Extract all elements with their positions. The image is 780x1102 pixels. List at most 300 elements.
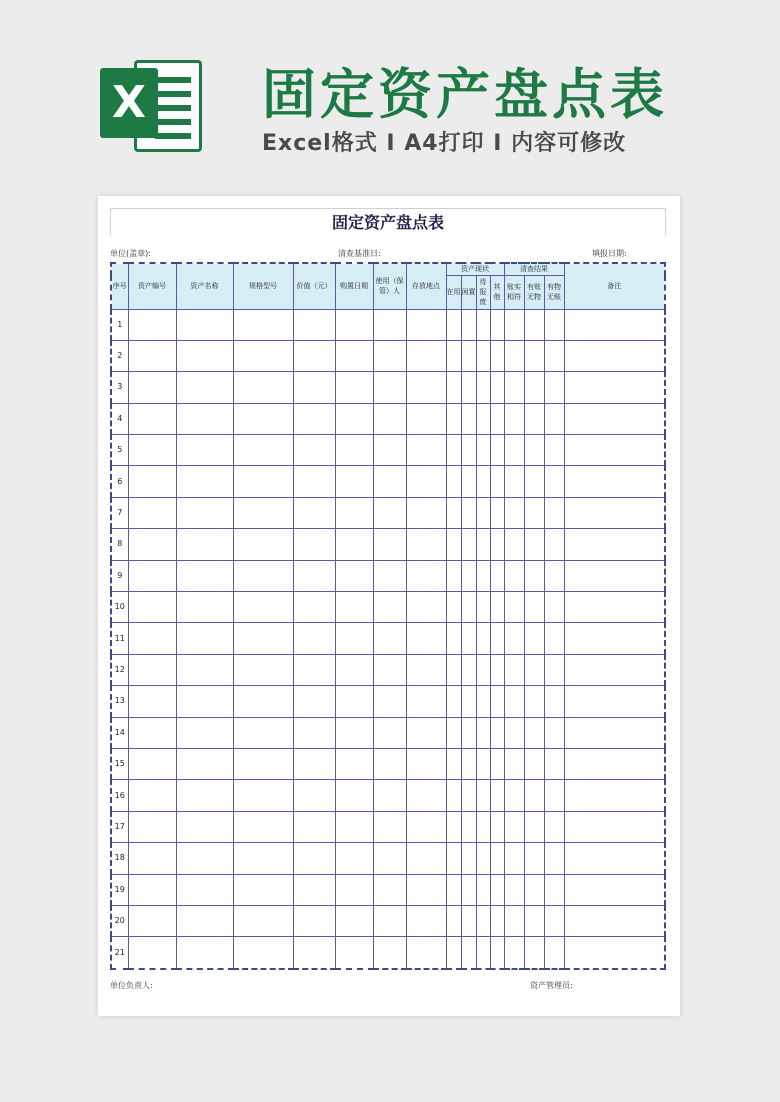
col-header-purchase-date: 购置日期 xyxy=(335,263,373,309)
footer-manager-label: 单位负责人: xyxy=(110,981,153,990)
table-cell xyxy=(293,843,335,874)
table-cell xyxy=(564,811,665,842)
table-cell xyxy=(461,403,476,434)
table-cell xyxy=(446,466,461,497)
table-cell xyxy=(490,874,504,905)
table-cell xyxy=(373,372,406,403)
table-cell xyxy=(490,340,504,371)
table-cell xyxy=(544,811,564,842)
table-cell xyxy=(564,686,665,717)
table-cell xyxy=(176,309,233,340)
table-cell xyxy=(373,560,406,591)
table-cell xyxy=(406,592,446,623)
table-cell xyxy=(544,466,564,497)
table-cell xyxy=(128,905,176,936)
table-cell xyxy=(293,497,335,528)
table-cell xyxy=(335,466,373,497)
table-cell xyxy=(406,937,446,969)
table-cell xyxy=(544,592,564,623)
table-cell xyxy=(446,340,461,371)
table-cell xyxy=(564,654,665,685)
table-cell xyxy=(490,466,504,497)
table-cell xyxy=(524,372,544,403)
table-cell xyxy=(233,529,293,560)
col-header-status-group: 资产现状 xyxy=(446,263,504,275)
table-cell xyxy=(128,466,176,497)
table-cell xyxy=(490,529,504,560)
table-cell xyxy=(524,874,544,905)
table-cell xyxy=(373,874,406,905)
table-cell xyxy=(524,905,544,936)
table-cell xyxy=(293,592,335,623)
row-number: 10 xyxy=(111,592,128,623)
table-cell xyxy=(504,905,524,936)
table-cell xyxy=(461,466,476,497)
col-header-location: 存放地点 xyxy=(406,263,446,309)
table-cell xyxy=(461,340,476,371)
table-cell xyxy=(446,309,461,340)
col-header-value: 价值（元） xyxy=(293,263,335,309)
table-cell xyxy=(406,905,446,936)
row-number: 9 xyxy=(111,560,128,591)
table-cell xyxy=(233,654,293,685)
table-cell xyxy=(490,843,504,874)
table-cell xyxy=(461,937,476,969)
table-cell xyxy=(335,309,373,340)
table-cell xyxy=(293,905,335,936)
table-cell xyxy=(564,780,665,811)
table-cell xyxy=(476,654,490,685)
table-cell xyxy=(490,309,504,340)
table-cell xyxy=(128,560,176,591)
table-cell xyxy=(293,435,335,466)
table-cell xyxy=(128,309,176,340)
table-cell xyxy=(564,435,665,466)
table-cell xyxy=(176,372,233,403)
table-cell xyxy=(476,372,490,403)
row-number: 16 xyxy=(111,780,128,811)
table-row xyxy=(111,403,665,434)
table-cell xyxy=(373,435,406,466)
table-cell xyxy=(373,623,406,654)
table-cell xyxy=(504,937,524,969)
col-header-book-no-item: 有账无物 xyxy=(524,275,544,309)
row-number: 6 xyxy=(111,466,128,497)
table-cell xyxy=(476,780,490,811)
banner xyxy=(0,0,780,190)
table-cell xyxy=(176,686,233,717)
table-cell xyxy=(564,592,665,623)
table-row xyxy=(111,592,665,623)
table-cell xyxy=(446,717,461,748)
col-header-match: 账实相符 xyxy=(504,275,524,309)
row-number: 20 xyxy=(111,905,128,936)
table-cell xyxy=(293,372,335,403)
table-cell xyxy=(490,748,504,779)
table-cell xyxy=(406,340,446,371)
table-cell xyxy=(335,811,373,842)
table-cell xyxy=(544,937,564,969)
table-cell xyxy=(406,717,446,748)
table-cell xyxy=(373,717,406,748)
table-cell xyxy=(504,435,524,466)
table-cell xyxy=(504,686,524,717)
table-row xyxy=(111,372,665,403)
table-cell xyxy=(544,340,564,371)
table-cell xyxy=(476,937,490,969)
col-header-spec: 规格型号 xyxy=(233,263,293,309)
table-cell xyxy=(233,717,293,748)
table-cell xyxy=(233,435,293,466)
table-cell xyxy=(233,560,293,591)
table-cell xyxy=(564,309,665,340)
col-header-item-no-book: 有物无账 xyxy=(544,275,564,309)
table-cell xyxy=(335,340,373,371)
table-cell xyxy=(176,466,233,497)
table-cell xyxy=(233,497,293,528)
table-cell xyxy=(524,717,544,748)
table-cell xyxy=(293,560,335,591)
table-cell xyxy=(476,309,490,340)
table-cell xyxy=(233,466,293,497)
table-row xyxy=(111,780,665,811)
table-cell xyxy=(128,654,176,685)
table-cell xyxy=(293,748,335,779)
table-cell xyxy=(524,435,544,466)
table-cell xyxy=(461,560,476,591)
table-cell xyxy=(490,654,504,685)
table-cell xyxy=(293,403,335,434)
table-cell xyxy=(524,748,544,779)
table-cell xyxy=(490,403,504,434)
table-row xyxy=(111,937,665,969)
table-cell xyxy=(233,843,293,874)
table-cell xyxy=(176,560,233,591)
table-cell xyxy=(406,843,446,874)
table-cell xyxy=(446,811,461,842)
table-row xyxy=(111,529,665,560)
table-cell xyxy=(128,843,176,874)
table-cell xyxy=(524,843,544,874)
table-row xyxy=(111,623,665,654)
table-cell xyxy=(128,811,176,842)
table-cell xyxy=(335,529,373,560)
table-cell xyxy=(524,654,544,685)
table-cell xyxy=(128,937,176,969)
table-cell xyxy=(335,403,373,434)
unit-label: 单位(盖章): xyxy=(110,249,151,258)
table-cell xyxy=(490,560,504,591)
table-cell xyxy=(476,843,490,874)
table-cell xyxy=(476,748,490,779)
table-cell xyxy=(176,874,233,905)
table-cell xyxy=(233,309,293,340)
table-cell xyxy=(406,372,446,403)
table-cell xyxy=(476,403,490,434)
table-cell xyxy=(564,466,665,497)
row-number: 13 xyxy=(111,686,128,717)
table-cell xyxy=(128,497,176,528)
table-cell xyxy=(461,874,476,905)
table-cell xyxy=(373,811,406,842)
table-cell xyxy=(128,623,176,654)
table-cell xyxy=(293,466,335,497)
banner-title: 固定资产盘点表 xyxy=(262,63,668,126)
table-cell xyxy=(446,403,461,434)
table-cell xyxy=(544,623,564,654)
row-number: 5 xyxy=(111,435,128,466)
table-cell xyxy=(544,497,564,528)
table-cell xyxy=(524,623,544,654)
table-cell xyxy=(446,843,461,874)
table-cell xyxy=(128,435,176,466)
table-cell xyxy=(373,780,406,811)
table-row xyxy=(111,340,665,371)
table-row xyxy=(111,497,665,528)
table-cell xyxy=(335,560,373,591)
table-cell xyxy=(564,372,665,403)
sheet-title: 固定资产盘点表 xyxy=(110,208,666,235)
table-cell xyxy=(406,497,446,528)
table-row xyxy=(111,717,665,748)
table-cell xyxy=(564,340,665,371)
table-cell xyxy=(293,309,335,340)
table-cell xyxy=(335,497,373,528)
table-row xyxy=(111,811,665,842)
table-cell xyxy=(461,529,476,560)
table-cell xyxy=(564,497,665,528)
row-number: 14 xyxy=(111,717,128,748)
table-cell xyxy=(504,592,524,623)
table-cell xyxy=(233,937,293,969)
table-cell xyxy=(504,717,524,748)
table-cell xyxy=(461,435,476,466)
table-cell xyxy=(176,748,233,779)
table-cell xyxy=(461,686,476,717)
table-cell xyxy=(406,654,446,685)
table-cell xyxy=(373,466,406,497)
col-header-remark: 备注 xyxy=(564,263,665,309)
table-cell xyxy=(293,717,335,748)
row-number: 18 xyxy=(111,843,128,874)
table-cell xyxy=(373,403,406,434)
table-cell xyxy=(293,780,335,811)
table-cell xyxy=(524,937,544,969)
table-cell xyxy=(176,623,233,654)
row-number: 21 xyxy=(111,937,128,969)
table-cell xyxy=(233,686,293,717)
table-cell xyxy=(476,466,490,497)
row-number: 15 xyxy=(111,748,128,779)
table-cell xyxy=(335,372,373,403)
table-cell xyxy=(524,340,544,371)
table-cell xyxy=(544,905,564,936)
table-cell xyxy=(490,717,504,748)
row-number: 19 xyxy=(111,874,128,905)
col-header-pending-scrap: 待报废 xyxy=(476,275,490,309)
row-number: 12 xyxy=(111,654,128,685)
table-cell xyxy=(233,811,293,842)
table-cell xyxy=(233,372,293,403)
table-cell xyxy=(176,497,233,528)
table-cell xyxy=(373,340,406,371)
table-cell xyxy=(335,717,373,748)
table-cell xyxy=(490,372,504,403)
table-cell xyxy=(373,748,406,779)
table-cell xyxy=(446,592,461,623)
table-cell xyxy=(544,748,564,779)
table-cell xyxy=(544,654,564,685)
table-cell xyxy=(176,403,233,434)
table-cell xyxy=(406,309,446,340)
table-cell xyxy=(490,623,504,654)
table-cell xyxy=(406,623,446,654)
table-cell xyxy=(476,905,490,936)
table-cell xyxy=(293,529,335,560)
row-number: 8 xyxy=(111,529,128,560)
row-number: 4 xyxy=(111,403,128,434)
table-cell xyxy=(490,686,504,717)
table-cell xyxy=(233,403,293,434)
table-cell xyxy=(504,529,524,560)
table-cell xyxy=(476,592,490,623)
table-row xyxy=(111,686,665,717)
table-cell xyxy=(564,717,665,748)
table-cell xyxy=(176,435,233,466)
table-cell xyxy=(373,905,406,936)
table-cell xyxy=(544,560,564,591)
table-cell xyxy=(504,340,524,371)
table-cell xyxy=(176,340,233,371)
table-cell xyxy=(335,937,373,969)
table-cell xyxy=(504,874,524,905)
table-cell xyxy=(564,403,665,434)
row-number: 7 xyxy=(111,497,128,528)
table-cell xyxy=(504,372,524,403)
col-header-asset-name: 资产名称 xyxy=(176,263,233,309)
table-cell xyxy=(128,403,176,434)
sheet-paper xyxy=(98,196,680,1016)
table-row xyxy=(111,843,665,874)
table-cell xyxy=(524,309,544,340)
table-cell xyxy=(406,560,446,591)
table-cell xyxy=(335,780,373,811)
table-cell xyxy=(504,811,524,842)
report-date-label: 填报日期: xyxy=(592,249,627,258)
table-cell xyxy=(176,654,233,685)
table-cell xyxy=(176,905,233,936)
table-row xyxy=(111,905,665,936)
col-header-keeper: 使用（保管）人 xyxy=(373,263,406,309)
table-cell xyxy=(524,403,544,434)
table-cell xyxy=(176,780,233,811)
table-cell xyxy=(233,780,293,811)
table-cell xyxy=(504,497,524,528)
table-cell xyxy=(446,686,461,717)
table-cell xyxy=(564,843,665,874)
table-cell xyxy=(176,843,233,874)
table-cell xyxy=(524,497,544,528)
table-cell xyxy=(490,592,504,623)
table-cell xyxy=(461,780,476,811)
table-cell xyxy=(524,592,544,623)
table-cell xyxy=(544,780,564,811)
table-cell xyxy=(524,529,544,560)
table-cell xyxy=(564,623,665,654)
table-cell xyxy=(476,435,490,466)
table-cell xyxy=(446,874,461,905)
table-cell xyxy=(335,592,373,623)
table-cell xyxy=(373,686,406,717)
col-header-index: 序号 xyxy=(111,263,128,309)
table-cell xyxy=(293,686,335,717)
row-number: 1 xyxy=(111,309,128,340)
table-cell xyxy=(176,717,233,748)
excel-logo-letter: X xyxy=(100,68,158,138)
table-cell xyxy=(476,529,490,560)
table-cell xyxy=(446,435,461,466)
table-cell xyxy=(446,372,461,403)
row-number: 2 xyxy=(111,340,128,371)
table-cell xyxy=(461,654,476,685)
table-cell xyxy=(461,717,476,748)
table-cell xyxy=(504,403,524,434)
table-row xyxy=(111,560,665,591)
excel-icon xyxy=(100,56,200,150)
table-cell xyxy=(564,560,665,591)
table-cell xyxy=(406,466,446,497)
table-row xyxy=(111,309,665,340)
table-cell xyxy=(128,717,176,748)
table-cell xyxy=(524,686,544,717)
table-cell xyxy=(476,560,490,591)
table-cell xyxy=(233,748,293,779)
table-cell xyxy=(564,529,665,560)
table-cell xyxy=(406,811,446,842)
table-cell xyxy=(233,905,293,936)
table-row xyxy=(111,654,665,685)
table-cell xyxy=(233,340,293,371)
table-cell xyxy=(373,529,406,560)
table-cell xyxy=(293,654,335,685)
table-row xyxy=(111,748,665,779)
col-header-idle: 闲置 xyxy=(461,275,476,309)
table-row xyxy=(111,466,665,497)
table-cell xyxy=(446,623,461,654)
asset-table xyxy=(110,262,666,970)
table-cell xyxy=(335,435,373,466)
table-cell xyxy=(373,937,406,969)
table-cell xyxy=(293,811,335,842)
table-cell xyxy=(406,403,446,434)
table-cell xyxy=(504,623,524,654)
table-cell xyxy=(544,874,564,905)
table-cell xyxy=(504,780,524,811)
table-cell xyxy=(406,686,446,717)
table-cell xyxy=(128,686,176,717)
table-cell xyxy=(504,466,524,497)
table-cell xyxy=(461,497,476,528)
table-cell xyxy=(335,686,373,717)
table-cell xyxy=(476,340,490,371)
table-row xyxy=(111,874,665,905)
table-cell xyxy=(406,780,446,811)
table-cell xyxy=(544,843,564,874)
table-cell xyxy=(490,811,504,842)
table-cell xyxy=(524,811,544,842)
table-cell xyxy=(233,623,293,654)
table-cell xyxy=(373,497,406,528)
